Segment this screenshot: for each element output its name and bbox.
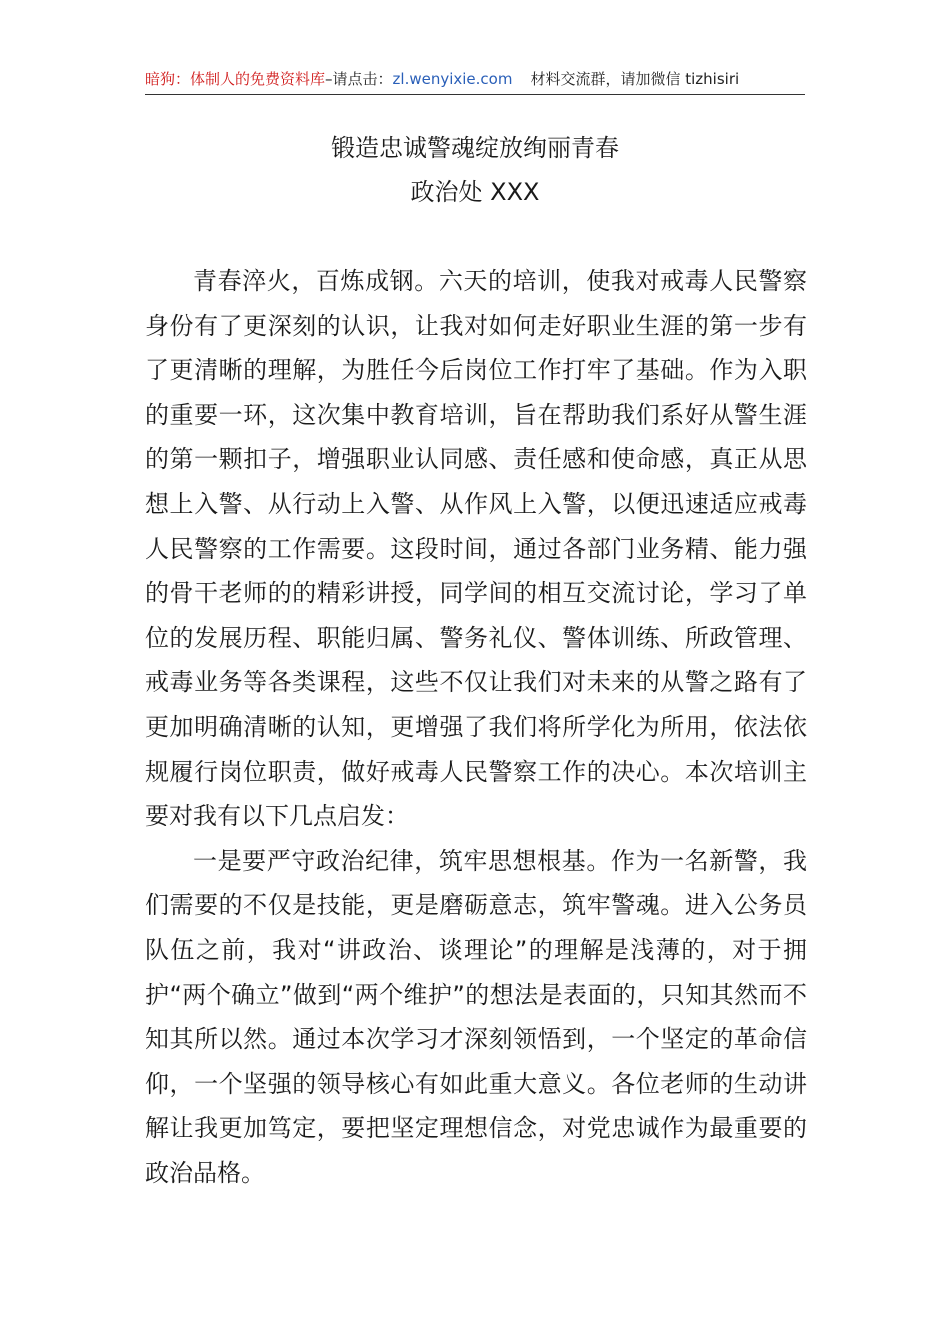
body-paragraph: 一是要严守政治纪律，筑牢思想根基。作为一名新警，我们需要的不仅是技能，更是磨砺意志，筑牢警魂。进入公务员队伍之前，我对“讲政治、谈理论”的理解是浅薄的，对于拥护“两个确立”做到“两个维护”的想法是表面的，只知其然而不知其所以然。通过本次学习才深刻领悟到，一个坚定的革命信仰，一个坚强的领导核心有如此重大意义。各位老师的生动讲解让我更加笃定，要把坚定理想信念，对党忠诚作为最重要的政治品格。 <box>145 846 807 1187</box>
document-body <box>145 259 807 1195</box>
document-author: 政治处 XXX <box>410 178 540 206</box>
body-paragraph: 青春淬火，百炼成钢。六天的培训，使我对戒毒人民警察身份有了更深刻的认识，让我对如何走好职业生涯的第一步有了更清晰的理解，为胜任今后岗位工作打牢了基础。作为入职的重要一环，这次集中教育培训，旨在帮助我们系好从警生涯的第一颗扣子，增强职业认同感、责任感和使命感，真正从思想上入警、从行动上入警、从作风上入警，以便迅速适应戒毒人民警察的工作需要。这段时间，通过各部门业务精、能力强的骨干老师的的精彩讲授，同学间的相互交流讨论，学习了单位的发展历程、职能归属、警务礼仪、警体训练、所政管理、戒毒业务等各类课程，这些不仅让我们对未来的从警之路有了更加明确清晰的认知，更增强了我们将所学化为所用，依法依规履行岗位职责，做好戒毒人民警察工作的决心。本次培训主要对我有以下几点启发： <box>145 267 807 831</box>
header-wechat-text: 材料交流群，请加微信 tizhisiri <box>530 70 740 88</box>
header-url-link[interactable]: zl.wenyixie.com <box>392 70 513 88</box>
header-click-text: –请点击： <box>325 70 393 88</box>
document-title: 锻造忠诚警魂绽放绚丽青春 <box>331 134 619 162</box>
page-header <box>145 64 805 95</box>
header-promo-text: 暗狗：体制人的免费资料库 <box>145 70 326 88</box>
